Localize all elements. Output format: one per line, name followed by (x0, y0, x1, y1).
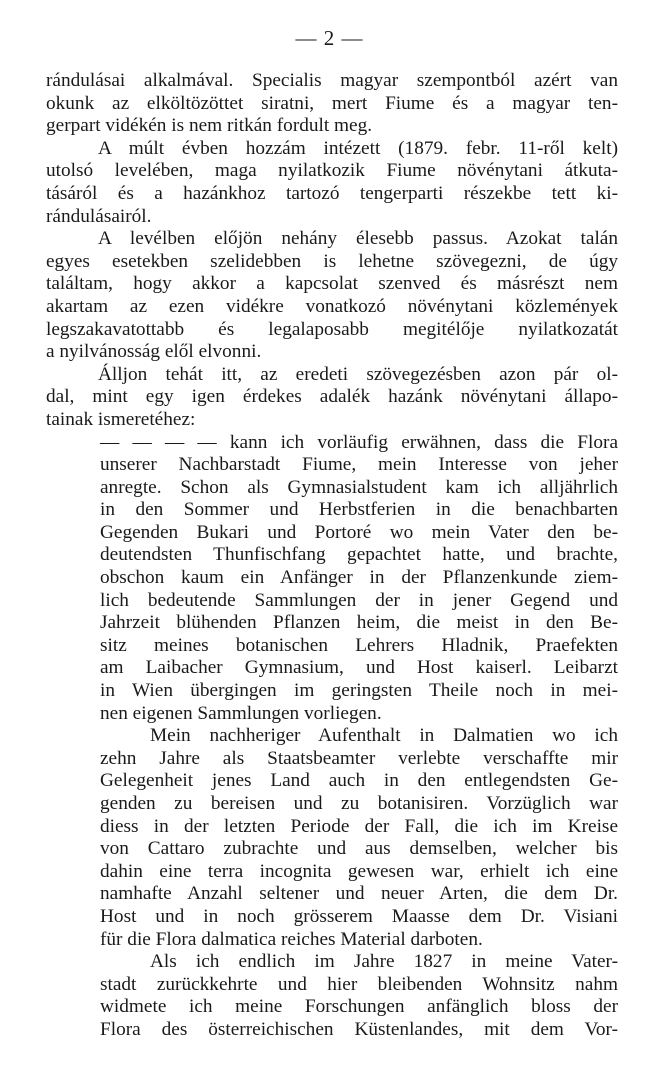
text-line: unserer Nachbarstadt Fiume, mein Interesse von jeher (100, 454, 618, 476)
quote-paragraph (100, 725, 618, 951)
text-line: zehn Jahre als Staatsbeamter verlebte verschaffte mir (100, 747, 618, 769)
text-line: widmete ich meine Forschungen anfänglich bloss der (100, 996, 618, 1018)
paragraph (46, 364, 618, 432)
text-line: Flora des österreichischen Küstenlandes, mit dem Vor- (100, 1018, 618, 1040)
text-line: tásáról és a hazánkhoz tartozó tengerparti részekbe tett ki- (46, 182, 618, 204)
text-line: nen eigenen Sammlungen vorliegen. (100, 702, 382, 724)
text-line: rándulásai alkalmával. Specialis magyar szempontból azért van (46, 70, 618, 91)
text-line: für die Flora dalmatica reiches Material darboten. (100, 928, 483, 950)
text-line: akartam az ezen vidékre vonatkozó növénytani közlemények (46, 295, 618, 317)
body-text (46, 70, 618, 1042)
text-line: lich bedeutende Sammlungen der in jener Gegend und (100, 589, 618, 611)
text-line: stadt zurückkehrte und hier bleibenden Wohnsitz nahm (100, 973, 618, 995)
text-line: gerpart vidékén is nem ritkán fordult meg. (46, 115, 373, 137)
quoted-letter (46, 432, 618, 1042)
text-line: rándulásairól. (46, 205, 152, 227)
text-line: találtam, hogy akkor a kapcsolat szenved és másrészt nem (46, 273, 618, 295)
text-line: Host und in noch grösserem Maasse dem Dr. Visiani (100, 905, 618, 927)
text-line: genden zu bereisen und zu botanisiren. Vorzüglich war (100, 793, 618, 814)
paragraph (46, 70, 618, 138)
text-line: diess in der letzten Periode der Fall, die ich im Kreise (100, 815, 618, 837)
text-line: Mein nachheriger Aufenthalt in Dalmatien wo ich (150, 725, 618, 747)
text-line: anregte. Schon als Gymnasialstudent kam ich alljährlich (100, 476, 618, 498)
text-line: egyes esetekben szelidebben is lehetne szövegezni, de úgy (46, 250, 618, 272)
quote-paragraph (100, 432, 618, 726)
text-line: A levélben előjön nehány élesebb passus. Azokat talán (98, 228, 618, 250)
text-line: legszakavatottabb és legalaposabb megitélője nyilatkozatát (46, 318, 618, 340)
text-line: utolsó levelében, maga nyilatkozik Fiume növénytani átkuta- (46, 160, 618, 182)
text-line: Als ich endlich im Jahre 1827 in meine Vater- (150, 951, 618, 973)
text-line: Gegenden Bukari und Portoré wo mein Vater den be- (100, 521, 618, 543)
text-line: Gelegenheit jenes Land auch in den entlegendsten Ge- (100, 770, 618, 792)
text-line: A múlt évben hozzám intézett (1879. febr. 11-ről kelt) (98, 137, 618, 159)
text-line: — — — — kann ich vorläufig erwähnen, dass die Flora (100, 431, 618, 453)
text-line: sitz meines botanischen Lehrers Hladnik, Praefekten (100, 634, 618, 656)
text-line: Jahrzeit blühenden Pflanzen heim, die meist in den Be- (100, 612, 618, 634)
text-line: okunk az elköltözöttet siratni, mert Fiume és a magyar ten- (46, 92, 618, 114)
page-number: — 2 — (295, 26, 364, 50)
paragraph (46, 228, 618, 364)
paragraph (46, 138, 618, 228)
text-line: tainak ismeretéhez: (46, 408, 196, 430)
text-line: a nyilvánosság elől elvonni. (46, 341, 262, 363)
text-line: Álljon tehát itt, az eredeti szövegezésben azon pár ol- (98, 363, 618, 385)
text-line: von Cattaro zubrachte und aus demselben, welcher bis (100, 838, 618, 860)
text-line: in den Sommer und Herbstferien in die benachbarten (100, 499, 618, 521)
text-line: deutendsten Thunfischfang gepachtet hatte, und brachte, (100, 544, 618, 566)
text-line: dahin eine terra incognita gewesen war, erhielt ich eine (100, 860, 618, 882)
text-line: in Wien übergingen im geringsten Theile noch in mei- (100, 680, 618, 702)
text-line: am Laibacher Gymnasium, und Host kaiserl. Leibarzt (100, 657, 618, 679)
text-line: obschon kaum ein Anfänger in der Pflanzenkunde ziem- (100, 567, 618, 589)
text-line: dal, mint egy igen érdekes adalék hazánk növénytani állapo- (46, 386, 618, 408)
quote-paragraph (100, 951, 618, 1041)
text-line: namhafte Anzahl seltener und neuer Arten, die dem Dr. (100, 883, 618, 905)
